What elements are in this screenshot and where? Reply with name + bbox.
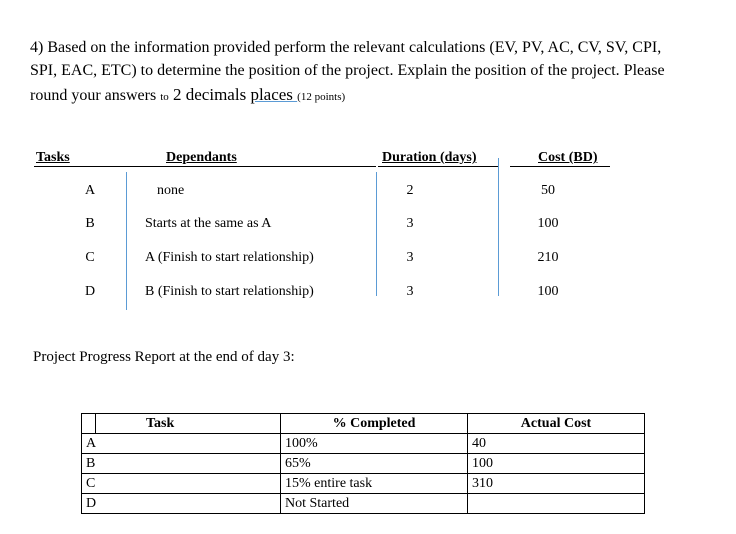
task-dependant: A (Finish to start relationship) <box>145 250 314 265</box>
table-row <box>82 434 645 454</box>
progress-completed: 65% <box>281 454 468 474</box>
progress-actual-cost <box>468 494 645 514</box>
question-places: places <box>250 85 298 104</box>
question-two-decimals: 2 decimals <box>168 85 251 104</box>
task-cost: 210 <box>537 250 559 265</box>
header-rule-left <box>34 166 376 167</box>
header-cost: Cost (BD) <box>538 150 598 165</box>
progress-task: D <box>82 494 281 514</box>
table-row <box>82 474 645 494</box>
question-line-2: SPI, EAC, ETC) to determine the position of the project. Explain the position of the project. Please <box>30 62 665 79</box>
progress-task: C <box>82 474 281 494</box>
progress-header-task: Task <box>96 414 281 434</box>
question-to: to <box>160 91 169 103</box>
task-dependant: Starts at the same as A <box>145 216 272 231</box>
question-line-3-start: round your answers <box>30 87 161 104</box>
column-divider-3 <box>498 158 499 296</box>
question-line-1: 4) Based on the information provided perform the relevant calculations (EV, PV, AC, CV, SV, CPI, <box>30 39 662 56</box>
table-row <box>82 454 645 474</box>
header-tasks: Tasks <box>36 150 70 165</box>
task-duration: 3 <box>406 284 414 299</box>
header-dependants: Dependants <box>166 150 237 165</box>
progress-report-title: Project Progress Report at the end of day 3: <box>33 349 295 365</box>
task-duration: 2 <box>406 183 414 198</box>
table-row <box>82 494 645 514</box>
progress-completed: 100% <box>281 434 468 454</box>
progress-actual-cost: 310 <box>468 474 645 494</box>
progress-header-actual-cost: Actual Cost <box>468 414 645 434</box>
header-duration: Duration (days) <box>382 150 477 165</box>
progress-completed: 15% entire task <box>281 474 468 494</box>
progress-table <box>81 413 645 514</box>
task-cost: 50 <box>541 183 555 198</box>
progress-header-completed: % Completed <box>281 414 468 434</box>
progress-task: A <box>82 434 281 454</box>
question-line-3 <box>30 84 345 108</box>
column-divider-2 <box>376 172 377 296</box>
column-divider-1 <box>126 172 127 310</box>
progress-completed: Not Started <box>281 494 468 514</box>
task-cost: 100 <box>537 216 559 231</box>
task-dependant: none <box>157 183 185 198</box>
task-letter: B <box>85 216 95 231</box>
task-letter: A <box>84 183 96 198</box>
progress-task: B <box>82 454 281 474</box>
task-letter: C <box>85 250 95 265</box>
progress-actual-cost: 40 <box>468 434 645 454</box>
progress-actual-cost: 100 <box>468 454 645 474</box>
question-points: (12 points) <box>297 91 346 103</box>
progress-header-row <box>82 414 645 434</box>
progress-header-blank <box>82 414 96 434</box>
task-cost: 100 <box>537 284 559 299</box>
header-rule-cost <box>510 166 610 167</box>
task-duration: 3 <box>406 250 414 265</box>
task-duration: 3 <box>406 216 414 231</box>
task-dependant: B (Finish to start relationship) <box>145 284 314 299</box>
header-rule-duration <box>378 166 498 167</box>
task-letter: D <box>84 284 96 299</box>
